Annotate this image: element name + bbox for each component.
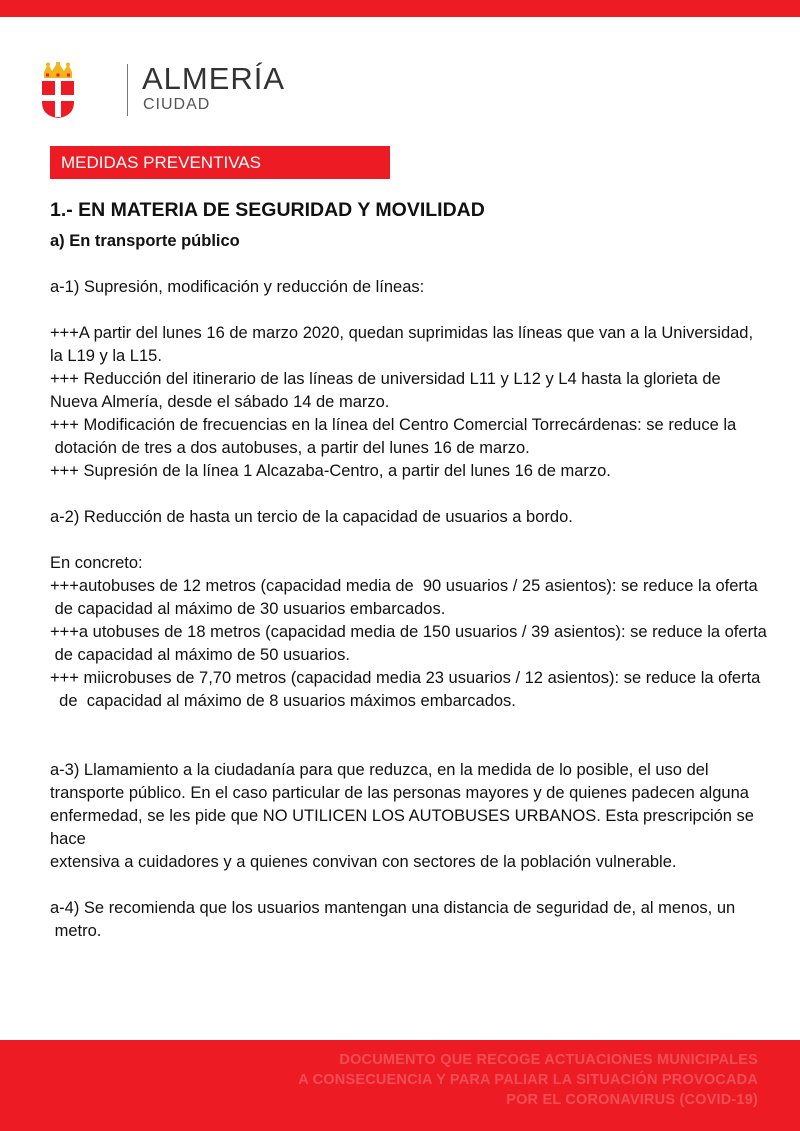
a2-line: +++ miicrobuses de 7,70 metros (capacidad media 23 usuarios / 12 asientos): se reduce la oferta — [50, 669, 761, 687]
main-heading: 1.- EN MATERIA DE SEGURIDAD Y MOVILIDAD — [50, 199, 485, 221]
almeria-ciudad-logo — [40, 61, 286, 122]
a3-line: enfermedad, se les pide que NO UTILICEN LOS AUTOBUSES URBANOS. Esta prescripción se hace — [50, 807, 759, 848]
a1-line: +++ Modificación de frecuencias en la línea del Centro Comercial Torrecárdenas: se reduce la — [50, 416, 737, 434]
a1-line: Nueva Almería, desde el sábado 14 de marzo. — [50, 393, 390, 411]
footer-line: A CONSECUENCIA Y PARA PALIAR LA SITUACIÓN PROVOCADA — [298, 1072, 758, 1088]
a1-line: +++ Supresión de la línea 1 Alcazaba-Centro, a partir del lunes 16 de marzo. — [50, 462, 611, 480]
top-red-band — [0, 0, 800, 17]
a4-line: metro. — [50, 922, 102, 940]
section-a2-title: a-2) Reducción de hasta un tercio de la capacidad de usuarios a bordo. — [50, 508, 573, 526]
a3-line: a-3) Llamamiento a la ciudadanía para que reduzca, en la medida de lo posible, el uso del — [50, 761, 709, 779]
section-banner: MEDIDAS PREVENTIVAS — [50, 146, 390, 179]
a1-line: dotación de tres a dos autobuses, a partir del lunes 16 de marzo. — [50, 439, 530, 457]
a1-line: la L19 y la L15. — [50, 347, 162, 365]
a2-line: de capacidad al máximo de 8 usuarios máximos embarcados. — [50, 692, 516, 710]
a4-line: a-4) Se recomienda que los usuarios mantengan una distancia de seguridad de, al menos, un — [50, 899, 736, 917]
city-crest-icon — [40, 62, 76, 118]
a2-line: +++autobuses de 12 metros (capacidad media de 90 usuarios / 25 asientos): se reduce la oferta — [50, 577, 758, 595]
a2-line: de capacidad al máximo de 30 usuarios embarcados. — [50, 600, 446, 618]
sub-heading: a) En transporte público — [50, 232, 240, 250]
logo-subtitle: CIUDAD — [143, 96, 211, 113]
a1-line: +++ Reducción del itinerario de las líneas de universidad L11 y L12 y L4 hasta la glorieta de — [50, 370, 721, 388]
a3-line: transporte público. En el caso particular de las personas mayores y de quienes padecen alguna — [50, 784, 749, 802]
a2-intro: En concreto: — [50, 554, 143, 572]
section-a1-title: a-1) Supresión, modificación y reducción de líneas: — [50, 278, 425, 296]
a2-line: de capacidad al máximo de 50 usuarios. — [50, 646, 350, 664]
footer-line: DOCUMENTO QUE RECOGE ACTUACIONES MUNICIPALES — [339, 1052, 758, 1068]
a1-line: +++A partir del lunes 16 de marzo 2020, quedan suprimidas las líneas que van a la Universidad, — [50, 324, 754, 342]
document-body — [50, 230, 770, 943]
logo-divider — [127, 64, 128, 116]
footer-note — [198, 1050, 758, 1110]
footer-line: POR EL CORONAVIRUS (COVID-19) — [506, 1092, 758, 1108]
a2-line: +++a utobuses de 18 metros (capacidad media de 150 usuarios / 39 asientos): se reduce la oferta — [50, 623, 767, 641]
a3-line: extensiva a cuidadores y a quienes convivan con sectores de la población vulnerable. — [50, 853, 677, 871]
logo-title: ALMERÍA — [142, 61, 286, 96]
